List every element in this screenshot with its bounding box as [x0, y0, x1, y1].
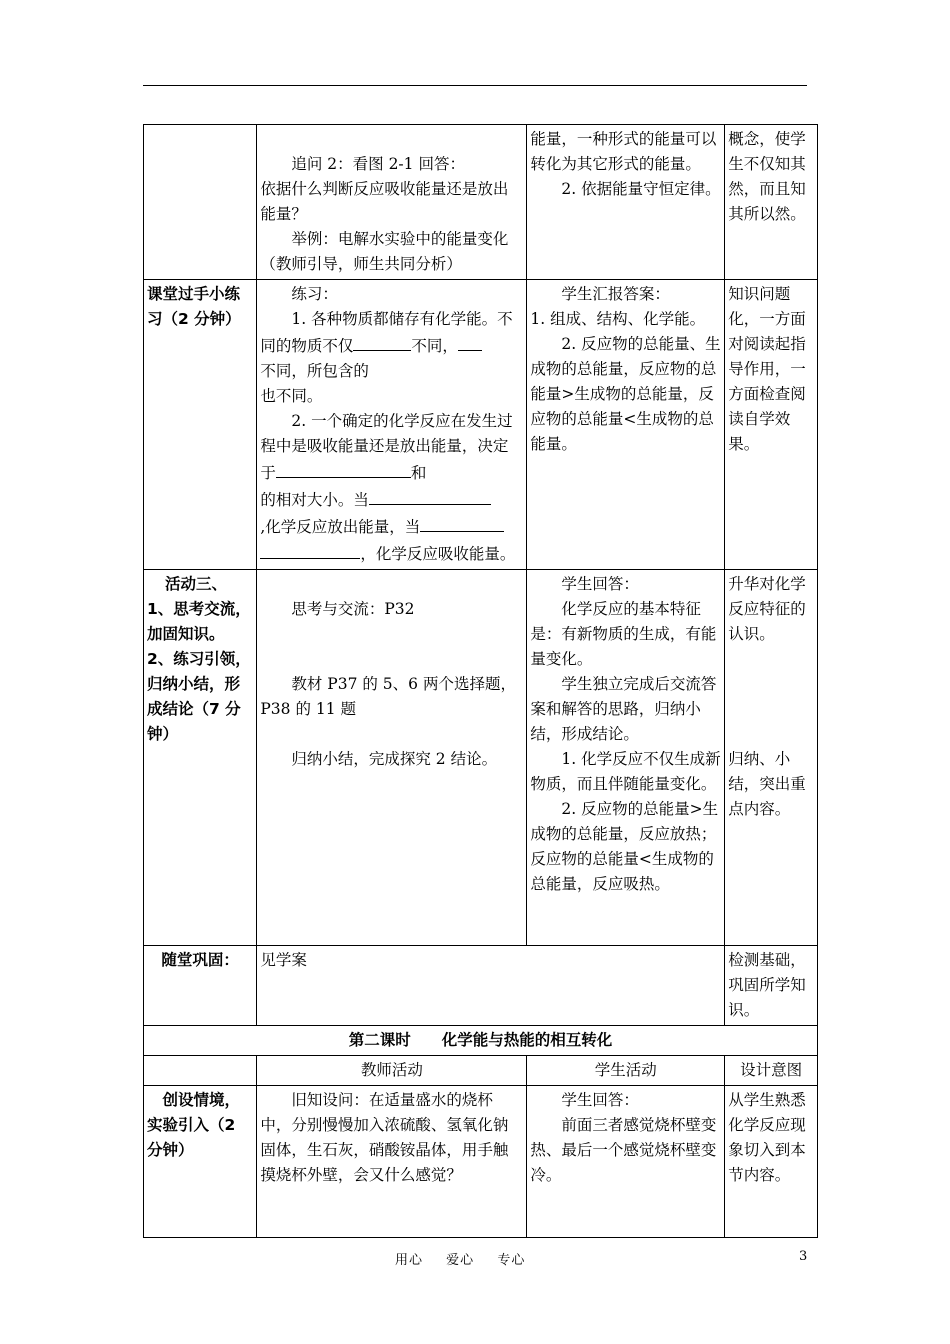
exercise-question-1	[260, 307, 523, 359]
table-row	[144, 570, 818, 946]
teacher-text: 教材 P37 的 5、6 两个选择题，P38 的 11 题	[260, 675, 516, 718]
student-cell	[527, 125, 725, 280]
answer-blank	[260, 540, 360, 559]
section-title-row	[144, 1026, 818, 1056]
intent-text: 检测基础，巩固所学知识。	[728, 951, 806, 1019]
page-number: 3	[799, 1249, 808, 1264]
student-text: 学生回答：	[561, 575, 639, 593]
stage-cell	[144, 570, 257, 946]
stage-cell	[144, 125, 257, 280]
intent-text: 从学生熟悉化学反应现象切入到本节内容。	[728, 1091, 806, 1184]
student-cell	[527, 570, 725, 946]
teacher-cell	[257, 125, 527, 280]
teacher-cell	[257, 280, 527, 570]
question-text: 2. 一个确定的化学反应在发生过程中是吸收能量还是放出能量，决定于	[260, 412, 513, 482]
intent-cell	[725, 280, 818, 570]
intent-cell	[725, 1086, 818, 1238]
student-text: 前面三者感觉烧杯壁变热、最后一个感觉烧杯壁变冷。	[530, 1116, 717, 1184]
table-row	[144, 946, 818, 1026]
intent-text: 知识问题化，一方面对阅读起指导作用，一方面检查阅读自学效果。	[728, 285, 806, 453]
intent-text: 归纳、小结，突出重点内容。	[728, 750, 806, 818]
exercise-title: 练习：	[291, 285, 338, 303]
intent-cell	[725, 570, 818, 946]
student-text: 化学反应的基本特征是：有新物质的生成，有能量变化。	[530, 600, 717, 668]
teacher-text: 追问 2：看图 2-1 回答：	[291, 155, 465, 173]
intent-text: 概念，使学生不仅知其然，而且知其所以然。	[728, 130, 806, 223]
question-line	[260, 513, 523, 540]
student-cell	[527, 280, 725, 570]
stage-label: 创设情境，实验引入（2 分钟）	[147, 1091, 241, 1159]
content-cell	[257, 946, 725, 1026]
teacher-text: 归纳小结，完成探究 2 结论。	[291, 750, 498, 768]
table-row	[144, 1086, 818, 1238]
answer-blank	[369, 486, 491, 505]
student-text: 能量，一种形式的能量可以转化为其它形式的能量。	[530, 130, 717, 173]
question-line	[260, 486, 523, 513]
stage-cell	[144, 946, 257, 1026]
header-row	[144, 1056, 818, 1086]
teacher-text: 依据什么判断反应吸收能量还是放出能量？	[260, 180, 509, 223]
table-row	[144, 280, 818, 570]
teacher-text: 旧知设问：在适量盛水的烧杯中，分别慢慢加入浓硫酸、氢氧化钠固体，生石灰，硝酸铵晶体，用手触摸烧杯外壁，会又什么感觉？	[260, 1091, 509, 1184]
teacher-cell	[257, 1086, 527, 1238]
table-row	[144, 125, 818, 280]
header-intent: 设计意图	[725, 1056, 818, 1086]
student-text: 学生汇报答案：	[561, 285, 670, 303]
answer-blank	[276, 459, 411, 478]
header-rule	[143, 85, 807, 86]
content-text: 见学案	[260, 951, 307, 969]
header-empty	[144, 1056, 257, 1086]
exercise-question-2	[260, 409, 523, 486]
stage-label: 随堂巩固：	[161, 951, 239, 969]
motto-word: 爱心	[446, 1253, 475, 1268]
student-text: 1. 化学反应不仅生成新物质，而且伴随能量变化。	[530, 750, 721, 793]
section-title: 第二课时 化学能与热能的相互转化	[144, 1026, 818, 1056]
lesson-table	[143, 124, 818, 1238]
student-text: 2. 反应物的总能量>生成物的总能量，反应放热；反应物的总能量<生成物的总能量，反应吸热。	[530, 800, 719, 893]
question-text: 也不同。	[260, 387, 323, 405]
teacher-text: 思考与交流：P32	[291, 600, 415, 618]
student-text: 2. 反应物的总能量、生成物的总能量，反应物的总能量>生成物的总能量，反应物的总能量<生成物的总能量。	[530, 335, 721, 453]
question-text: 不同，	[411, 337, 458, 355]
question-text: ，化学反应吸收能量。	[360, 545, 516, 563]
stage-label: 课堂过手小练习（2 分钟）	[147, 285, 241, 328]
student-cell	[527, 1086, 725, 1238]
motto-word: 专心	[497, 1253, 526, 1268]
answer-blank	[458, 332, 482, 351]
teacher-text: 举例：电解水实验中的能量变化（教师引导，师生共同分析）	[260, 230, 509, 273]
header-student: 学生活动	[527, 1056, 725, 1086]
footer-motto	[395, 1249, 543, 1268]
stage-label: 活动三、	[165, 575, 228, 593]
stage-cell	[144, 1086, 257, 1238]
intent-cell	[725, 125, 818, 280]
answer-blank	[353, 332, 411, 351]
student-text: 学生独立完成后交流答案和解答的思路，归纳小结，形成结论。	[530, 675, 717, 743]
question-line	[260, 540, 523, 567]
teacher-cell	[257, 570, 527, 946]
motto-word: 用心	[395, 1253, 424, 1268]
stage-cell	[144, 280, 257, 570]
student-text: 学生回答：	[561, 1091, 639, 1109]
question-text: 1. 各种物质都储存有化学能。不同的物质不仅	[260, 310, 513, 355]
question-text: 不同，所包含的	[260, 362, 369, 380]
question-text: 的相对大小。当	[260, 491, 369, 509]
answer-blank	[420, 513, 504, 532]
stage-label: 2、练习引领，归纳小结，形成结论（7 分钟）	[147, 650, 251, 743]
intent-cell	[725, 946, 818, 1026]
student-text: 1. 组成、结构、化学能。	[530, 310, 706, 328]
header-teacher: 教师活动	[257, 1056, 527, 1086]
student-text: 2. 依据能量守恒定律。	[561, 180, 721, 198]
question-text: 和	[410, 464, 427, 482]
question-text: ,化学反应放出能量，当	[260, 518, 421, 536]
stage-label: 1、思考交流，加固知识。	[147, 600, 251, 643]
intent-text: 升华对化学反应特征的认识。	[728, 575, 806, 643]
